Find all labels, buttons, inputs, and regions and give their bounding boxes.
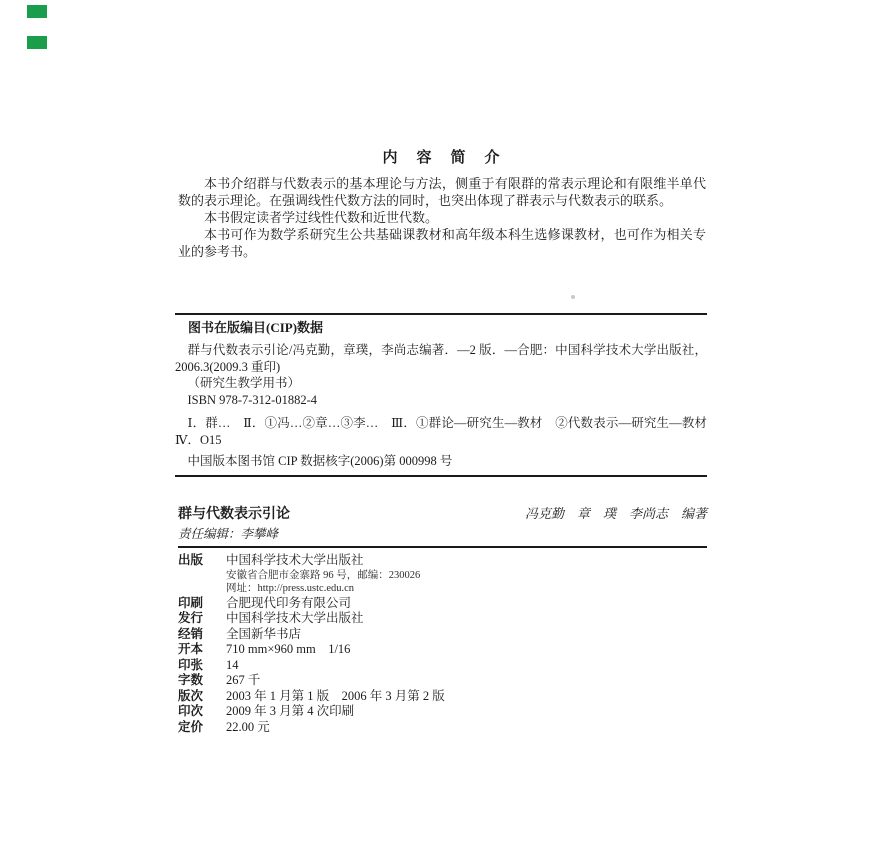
colophon-row [178,720,707,736]
cip-data-section [175,313,720,477]
cip-heading: 图书在版编目(CIP)数据 [188,320,324,335]
colophon-value: 中国科学技术大学出版社 [226,553,364,567]
colophon-row [178,689,707,705]
imprint-block [178,503,707,735]
scan-artifact-mark [27,5,47,18]
colophon-label: 印张 [178,657,204,672]
scan-dot-artifact [571,295,575,299]
book-title: 群与代数表示引论 [178,507,290,522]
colophon-value: 14 [226,657,239,672]
summary-paragraph: 本书假定读者学过线性代数和近世代数。 [204,210,439,225]
colophon-row [178,611,707,627]
summary-paragraph: 本书介绍群与代数表示的基本理论与方法，侧重于有限群的常表示理论和有限维半单代数的表示理论。在强调线性代数方法的同时，也突出体现了群表示与代数表示的联系。 [178,176,706,208]
scan-artifact-mark [27,36,47,49]
colophon-label: 版次 [178,688,204,703]
colophon-label: 开本 [178,642,204,656]
colophon-value: 710 mm×960 mm 1/16 [226,642,351,656]
cip-record-number: 中国版本图书馆 CIP 数据核字(2006)第 000998 号 [187,454,453,468]
colophon-row [178,673,707,689]
colophon-row [178,642,707,658]
colophon-value: 全国新华书店 [226,626,302,641]
content-summary-heading: 内 容 简 介 [382,150,502,166]
colophon-value: 2009 年 3 月第 4 次印刷 [226,704,355,718]
colophon-label: 字数 [178,673,204,687]
colophon-value: 22.00 元 [226,719,270,734]
responsible-editor: 责任编辑：李攀峰 [178,527,279,541]
cip-classification: Ⅰ．群… Ⅱ．①冯…②章…③李… Ⅲ．①群论—研究生—教材 ②代数表示—研究生—教材 Ⅳ．O15 [175,416,720,447]
colophon-row [178,627,707,643]
colophon-label: 印次 [178,704,204,718]
cip-series: （研究生教学用书） [187,376,301,390]
colophon-label [178,582,226,596]
colophon-label: 印刷 [178,595,204,610]
cip-isbn: ISBN 978-7-312-01882-4 [187,392,318,407]
colophon-label [178,569,226,583]
colophon-value: 中国科学技术大学出版社 [226,611,364,625]
colophon-value: 合肥现代印务有限公司 [226,595,352,610]
colophon-label: 定价 [178,719,204,734]
book-authors: 冯克勤 章 璞 李尚志 编著 [524,506,707,521]
title-author-row [178,503,707,524]
divider-rule [178,546,707,548]
colophon-row [178,553,707,569]
colophon-value: 网址：http://press.ustc.edu.cn [226,583,355,594]
summary-paragraph: 本书可作为数学系研究生公共基础课教材和高年级本科生选修课教材，也可作为相关专业的参考书。 [178,227,706,259]
colophon-table [178,553,707,735]
cip-description: 群与代数表示引论/冯克勤，章璞，李尚志编著．—2 版．—合肥：中国科学技术大学出版社，2006.3(2009.3 重印) [175,343,707,374]
colophon-label: 出版 [178,553,204,567]
colophon-label: 经销 [178,626,204,641]
colophon-value: 2003 年 1 月第 1 版 2006 年 3 月第 2 版 [226,688,445,703]
colophon-row [178,658,707,674]
colophon-value: 安徽省合肥市金寨路 96 号，邮编：230026 [226,569,421,581]
content-summary-section [178,146,706,260]
colophon-row [178,704,707,720]
colophon-row [178,569,707,583]
colophon-row [178,596,707,612]
colophon-value: 267 千 [226,673,261,687]
colophon-row [178,582,707,596]
colophon-label: 发行 [178,611,204,625]
